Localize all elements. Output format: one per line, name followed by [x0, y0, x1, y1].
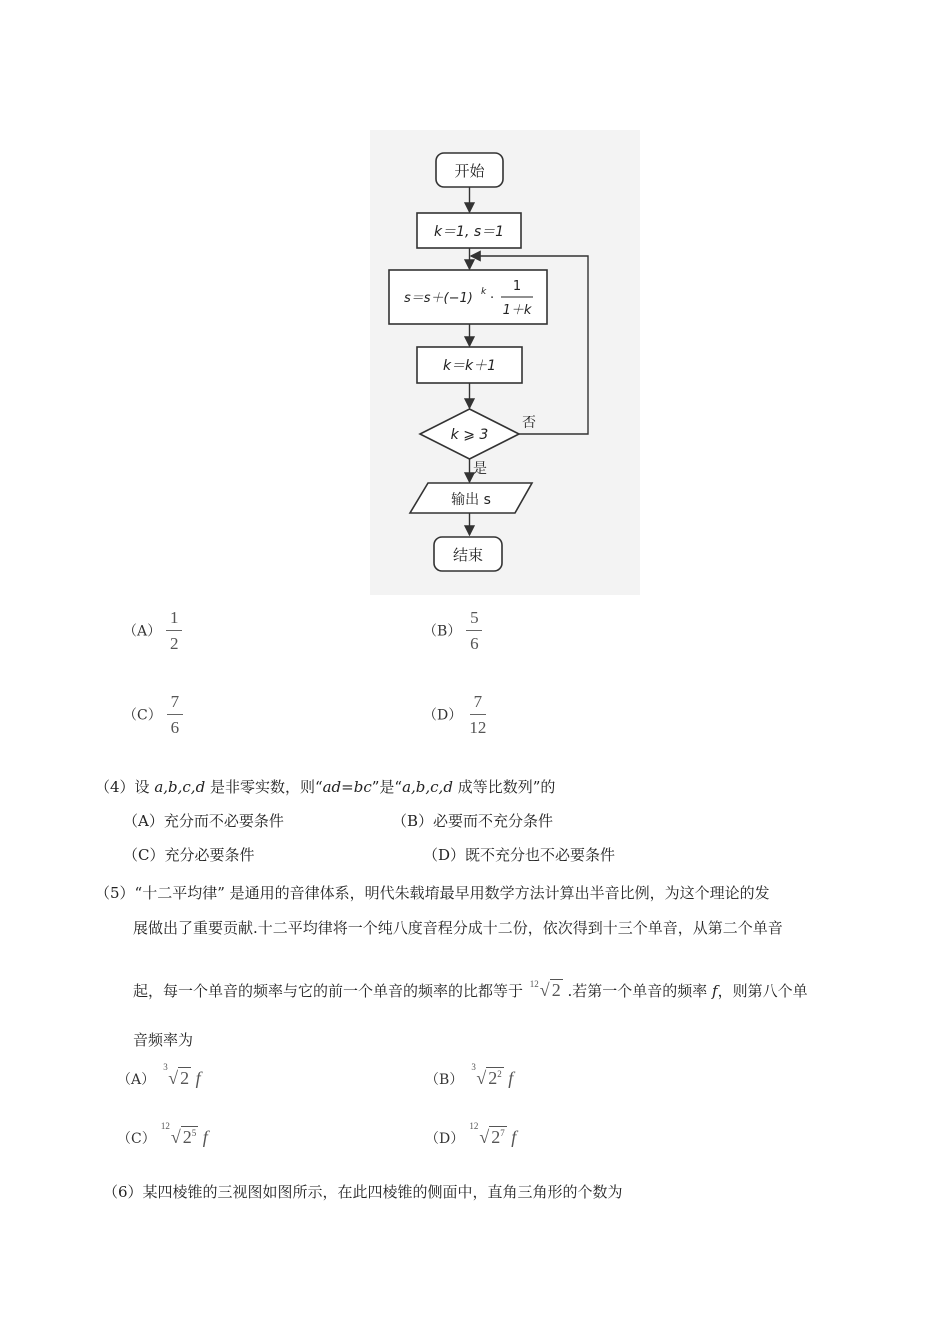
- flow-increment-text: k＝k＋1: [442, 358, 497, 374]
- q5-option-b-exp: 2: [497, 1069, 502, 1079]
- q3-option-d-num: 7: [470, 692, 486, 715]
- q3-option-d: [423, 692, 488, 738]
- q5-option-b-index: 3: [471, 1062, 476, 1072]
- q3-option-c-num: 7: [167, 692, 183, 715]
- q4-stem: [95, 777, 555, 797]
- flow-update-dot: ·: [490, 291, 495, 306]
- flow-update-sup: k: [481, 287, 487, 297]
- flow-update-lhs: s＝s＋(−1): [404, 291, 473, 306]
- q3-option-b-fraction: [466, 608, 482, 654]
- q5-line2: 展做出了重要贡献.十二平均律将一个纯八度音程分成十二份，依次得到十三个单音，从第二个单音: [133, 919, 783, 937]
- q4-option-d: （D）既不充分也不必要条件: [423, 846, 616, 864]
- q5-option-c-index: 12: [160, 1121, 170, 1131]
- q3-option-a-label: （A）: [123, 623, 162, 640]
- q3-option-b: [423, 608, 482, 654]
- q5-root-body: 2: [551, 980, 561, 1000]
- flow-update-den: 1＋k: [502, 303, 532, 318]
- q3-option-b-num: 5: [466, 608, 482, 631]
- q3-option-c-den: 6: [170, 718, 180, 737]
- q3-option-c: [123, 692, 183, 738]
- q4-stem-b: 是非零实数，则“: [205, 778, 323, 796]
- q5-option-c-label: （C）: [117, 1131, 156, 1147]
- q5-option-b: [425, 1062, 514, 1089]
- q5-option-c: [117, 1121, 208, 1148]
- q3-option-c-label: （C）: [123, 707, 162, 724]
- q4-stem-vars: a,b,c,d: [154, 778, 206, 796]
- q3-option-d-den: 12: [469, 718, 487, 737]
- flow-update-num: 1: [512, 279, 522, 294]
- q3-option-b-label: （B）: [423, 623, 462, 640]
- q5-line3a: 起，每一个单音的频率与它的前一个单音的频率的比都等于: [133, 982, 524, 1000]
- flow-init-text: k＝1, s＝1: [433, 224, 505, 240]
- q5-option-c-base: 2: [182, 1127, 192, 1147]
- q5-option-c-root: 12 √ $2^5$ f: [160, 1121, 208, 1147]
- q3-option-d-fraction: [467, 692, 488, 738]
- q4-option-b: （B）必要而不充分条件: [392, 812, 554, 830]
- q5-option-d-root: 12 √ $2^7$ f: [469, 1121, 517, 1147]
- flowchart: [370, 130, 640, 595]
- q3-option-d-label: （D）: [423, 707, 463, 724]
- flow-condition-text: k ⩾ 3: [450, 427, 489, 443]
- q5-option-a-label: （A）: [117, 1072, 156, 1088]
- q5-option-d-var: f: [511, 1127, 517, 1147]
- flow-start-text: 开始: [454, 162, 485, 180]
- q5-option-b-base: 2: [488, 1068, 498, 1088]
- q6-stem: （6）某四棱锥的三视图如图所示，在此四棱锥的侧面中，直角三角形的个数为: [103, 1183, 623, 1201]
- q3-option-a-den: 2: [169, 634, 179, 653]
- q5-root-twelfth-two: 12 √ 2: [530, 980, 563, 1000]
- flow-end-text: 结束: [452, 546, 484, 564]
- q5-option-a: [117, 1062, 201, 1089]
- q5-root-index: 12: [529, 979, 539, 989]
- q5-option-b-root: 3 √ $2^2$ f: [471, 1062, 514, 1088]
- q5-option-b-label: （B）: [425, 1072, 464, 1088]
- q5-line4: 音频率为: [133, 1031, 194, 1049]
- q5-option-d: [425, 1121, 517, 1148]
- q3-option-a: [123, 608, 182, 654]
- q3-option-a-fraction: [166, 608, 182, 654]
- q4-stem-a: （4）设: [95, 778, 155, 796]
- flow-no-label: 否: [522, 415, 536, 431]
- q5-line3: [133, 980, 808, 1001]
- q5-line3b: .若第一个单音的频率: [567, 982, 708, 1000]
- q5-line3c: ，则第八个单: [717, 982, 808, 1000]
- flow-output-text: 输出 s: [451, 492, 491, 508]
- flow-yes-label: 是: [473, 461, 487, 477]
- q5-option-c-var: f: [202, 1127, 208, 1147]
- q5-line3-var: f: [707, 982, 718, 1000]
- q4-stem-eq: ad=bc: [322, 778, 372, 796]
- q3-option-b-den: 6: [470, 634, 479, 653]
- q5-line1: （5）“十二平均律” 是通用的音律体系，明代朱载堉最早用数学方法计算出半音比例，为这个理论的发: [95, 884, 770, 902]
- q4-stem-c: ”是“: [371, 778, 403, 796]
- q3-option-c-fraction: [167, 692, 183, 738]
- q4-stem-d: 成等比数列”的: [452, 778, 556, 796]
- q5-option-a-root: 3 √ 2 f: [163, 1062, 201, 1088]
- q5-option-c-exp: 5: [191, 1128, 197, 1138]
- q4-option-a: （A）充分而不必要条件: [123, 812, 284, 830]
- q5-option-d-label: （D）: [425, 1131, 465, 1147]
- q5-option-d-index: 12: [469, 1121, 479, 1131]
- q5-option-a-var: f: [195, 1068, 201, 1088]
- q5-option-b-var: f: [508, 1068, 514, 1088]
- q5-option-d-exp: 7: [500, 1128, 505, 1138]
- q5-option-d-base: 2: [491, 1127, 501, 1147]
- q5-option-a-index: 3: [163, 1062, 168, 1072]
- q5-option-a-base: 2: [180, 1068, 190, 1088]
- q3-option-a-num: 1: [166, 608, 182, 631]
- q4-stem-vars2: a,b,c,d: [402, 778, 453, 796]
- q4-option-c: （C）充分必要条件: [123, 846, 255, 864]
